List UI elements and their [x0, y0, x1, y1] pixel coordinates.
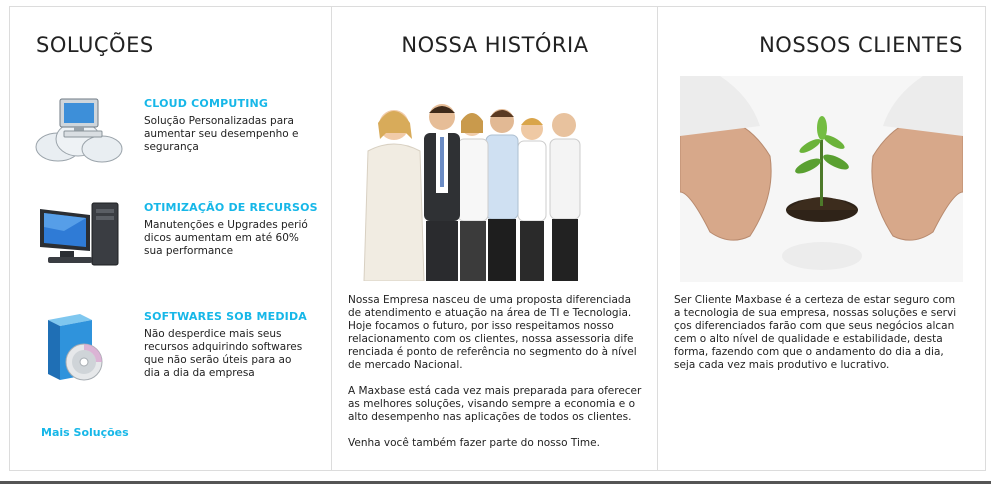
clients-text: Ser Cliente Maxbase é a certeza de estar seguro com a tecnologia de sua empresa, nossas soluções e servi ços diferenciados farão com que seus negócios alcan cem o alto nível de qualidade e estabilidade, desta forma, fazendo com que o andamento do dia a dia, seja cada vez mais produtivo e lucrativo.	[674, 294, 957, 371]
solution-item-softwares[interactable]	[34, 310, 324, 392]
solution-description: Não desperdice mais seus recursos adquirindo softwares que não serão úteis para ao dia a dia da empresa	[144, 328, 303, 379]
solutions-title: SOLUÇÕES	[36, 33, 154, 57]
team-photo	[354, 91, 634, 281]
solution-title[interactable]: OTIMIZAÇÃO DE RECURSOS	[144, 201, 318, 214]
solution-title[interactable]: SOFTWARES SOB MEDIDA	[144, 310, 307, 323]
desktop-computer-icon	[34, 201, 126, 273]
clients-panel	[657, 6, 986, 471]
solution-item-otimizacao[interactable]	[34, 201, 324, 283]
history-text: Nossa Empresa nasceu de uma proposta diferenciada de atendimento e atuação na área de TI e Tecnologia. Hoje focamos o futuro, por isso respeitamos nosso relacionamento com os clientes, nossa assessoria dife renciada é ponto de referência no segmento do à nível de mercado Nacional. A Maxbase está cada vez mais preparada para oferecer as melhores soluções, visando sempre a economia e o alto desempenho nas aplicações de todos os clientes. Venha você também fazer parte do nosso Time.	[348, 294, 642, 449]
clients-title: NOSSOS CLIENTES	[759, 33, 963, 57]
history-title: NOSSA HISTÓRIA	[401, 33, 589, 57]
solutions-panel	[9, 6, 333, 471]
software-box-icon	[34, 310, 126, 382]
cloud-computer-icon	[34, 97, 126, 169]
solution-description: Manutenções e Upgrades perió dicos aumentam em até 60% sua performance	[144, 219, 308, 257]
history-panel	[331, 6, 659, 471]
person-figure	[550, 113, 580, 281]
solution-description: Solução Personalizadas para aumentar seu desempenho e segurança	[144, 115, 299, 153]
hands-plant-photo	[680, 76, 963, 282]
solution-title[interactable]: CLOUD COMPUTING	[144, 97, 269, 110]
more-solutions-link[interactable]: Mais Soluções	[41, 426, 129, 439]
solution-item-cloud[interactable]	[34, 97, 324, 179]
